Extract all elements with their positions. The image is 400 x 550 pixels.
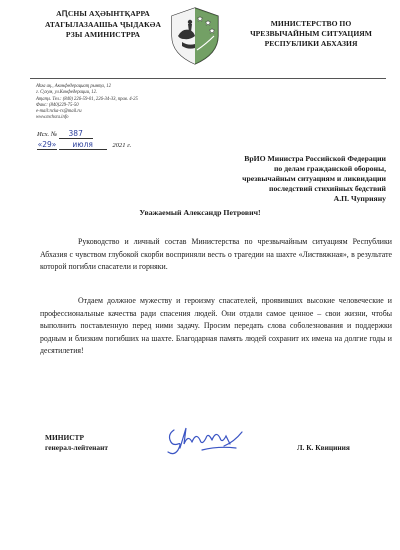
- body-paragraph-text: Руководство и личный состав Министерства по чрезвычайным ситуациям Республики Абхазия с чувством глубокой скорби восприняли весть о трагедии на шахте «Листвяжная», в результате которой погибли спасатели и горняки.: [40, 237, 392, 272]
- contact-line: Аҟəа ақ., Аконфедерациаҭ рынҭа, 12: [36, 84, 111, 89]
- addressee-line: чрезвычайным ситуациям и ликвидации: [242, 174, 386, 183]
- addressee-line: ВрИО Министра Российской Федерации: [244, 154, 386, 163]
- contact-line: г. Сухум, ул.Конфедерации, 12.: [36, 90, 98, 96]
- outgoing-date-year: 2021 г.: [112, 142, 132, 149]
- signatory-name: Л. К. Квициния: [297, 443, 350, 452]
- outgoing-number-value: 387: [59, 130, 93, 139]
- outgoing-reference: [37, 129, 131, 151]
- addressee-line: по делам гражданской обороны,: [274, 164, 386, 173]
- letterhead-left: [38, 9, 168, 41]
- letterhead-right-line: РЕСПУБЛИКИ АБХАЗИЯ: [264, 39, 358, 48]
- signatory-position: МИНИСТР: [45, 433, 85, 442]
- salutation: Уважаемый Александр Петрович!: [139, 208, 261, 217]
- contact-block: [36, 84, 186, 122]
- letterhead-right: [236, 19, 386, 49]
- abkhazia-coat-of-arms-icon: [168, 6, 222, 66]
- signatory-rank: генерал-лейтенант: [45, 443, 108, 452]
- outgoing-number-label: Исх. №: [37, 131, 58, 138]
- handwritten-signature-icon: [162, 424, 248, 458]
- letterhead-right-line: МИНИСТЕРСТВО ПО: [270, 19, 352, 28]
- body-paragraph-text: Отдаем должное мужеству и героизму спасателей, проявивших высокие человеческие и профессиональные качества ради спасения людей. Они отдали самое ценное – свои жизни, чтобы выполнить поставленную перед ними задачу. Просим передать слова соболезнования и поддержки родным и близким погибших на шахте. Благодарная память людей сохранит их имена на долгие годы и десятилетия!: [40, 296, 392, 356]
- letterhead-left-line: АԤСНЫ АҲӘЫНТҚАРРА: [56, 9, 150, 18]
- signatory-title: [45, 433, 108, 453]
- addressee-line: последствий стихийных бедствий: [269, 184, 386, 193]
- body-paragraph: [40, 295, 392, 358]
- contact-line: www.mchsra.info: [36, 115, 69, 121]
- header-divider: [30, 78, 386, 79]
- contact-line: e-mail:ncka-rs@mail.ru: [36, 109, 82, 115]
- letterhead-left-line: РЗЫ АМИНИСТРРА: [65, 30, 141, 39]
- outgoing-date-day: «29»: [37, 140, 57, 149]
- letterhead-left-line: АТАГЫЛАЗААШЬА ҶЫДАҞӘА: [44, 19, 162, 29]
- contact-line: Факс: (840)229-75-50: [36, 102, 79, 108]
- letterhead-right-line: ЧРЕЗВЫЧАЙНЫМ СИТУАЦИЯМ: [250, 29, 372, 38]
- addressee-line: А.П. Чуприяну: [333, 194, 386, 203]
- addressee-block: [160, 154, 386, 204]
- outgoing-date-month: июля: [59, 141, 107, 150]
- contact-line: Аҭаҭл. Тел.: (840) 226-59-01, 226-34-33, прав. 4-25: [36, 96, 138, 102]
- body-paragraph: [40, 236, 392, 274]
